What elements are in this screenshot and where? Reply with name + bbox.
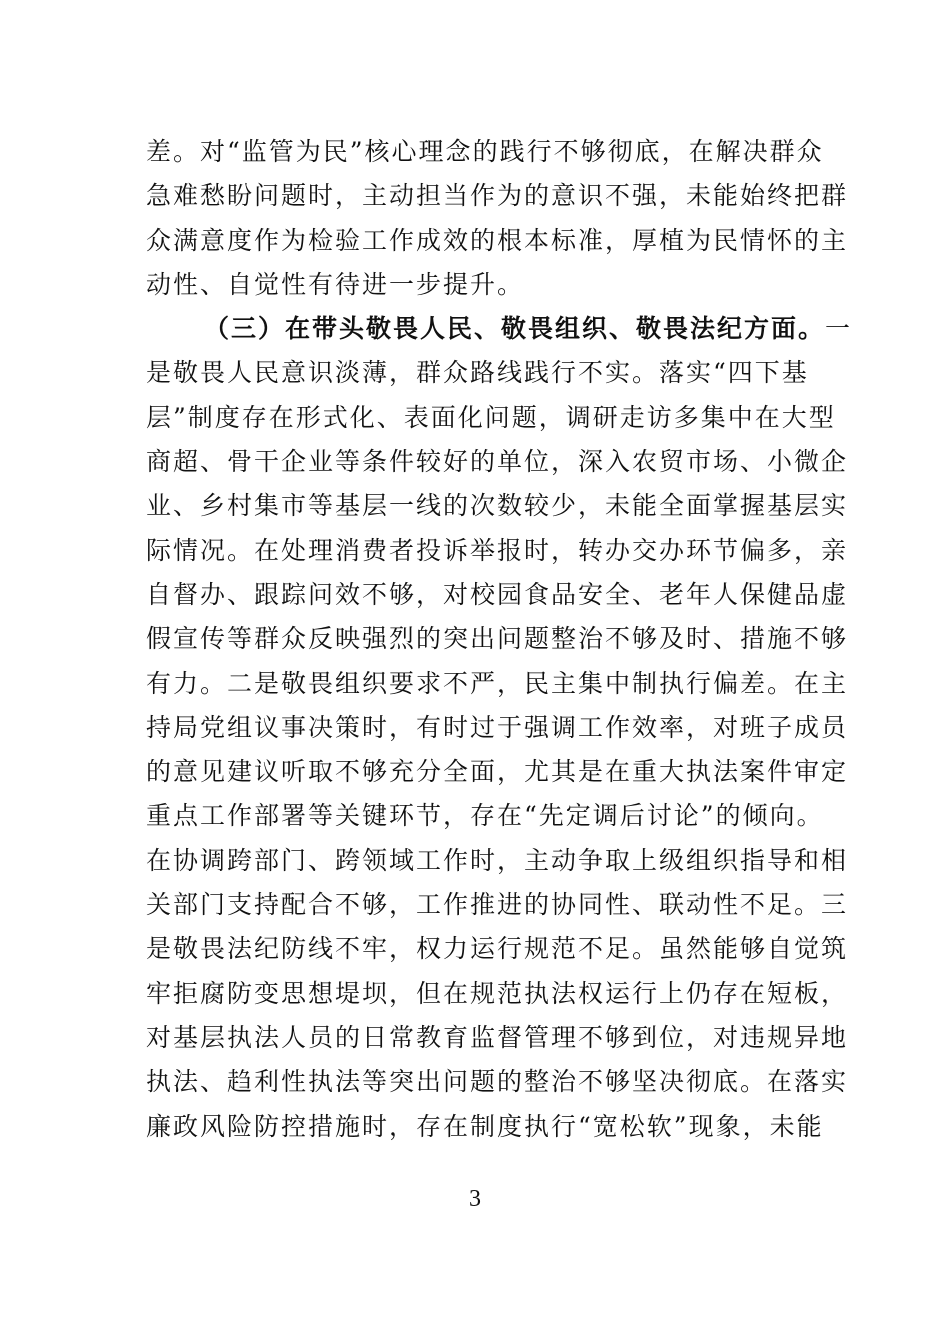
section-heading-line xyxy=(146,307,853,351)
text-line: 业、乡村集市等基层一线的次数较少，未能全面掌握基层实 xyxy=(146,491,849,521)
text-line: 持局党组议事决策时，有时过于强调工作效率，对班子成员 xyxy=(146,712,849,742)
text-line: 众满意度作为检验工作成效的根本标准，厚植为民情怀的主 xyxy=(146,225,849,255)
text-line: 对基层执法人员的日常教育监督管理不够到位，对违规异地 xyxy=(146,1022,849,1052)
text-line: 假宣传等群众反映强烈的突出问题整治不够及时、措施不够 xyxy=(146,624,849,654)
text-line: 差。对“监管为民”核心理念的践行不够彻底，在解决群众 xyxy=(146,137,824,166)
text-line: 层”制度存在形式化、表面化问题，调研走访多集中在大型 xyxy=(146,402,836,432)
text-line: 急难愁盼问题时，主动担当作为的意识不强，未能始终把群 xyxy=(146,181,849,211)
text-line: 牢拒腐防变思想堤坝，但在规范执法权运行上仍存在短板， xyxy=(146,978,849,1008)
text-line: 是敬畏人民意识淡薄，群众路线践行不实。落实“四下基 xyxy=(146,358,809,388)
text-line: 关部门支持配合不够，工作推进的协同性、联动性不足。三 xyxy=(146,890,849,920)
text-line: 廉政风险防控措施时，存在制度执行“宽松软”现象，未能 xyxy=(146,1111,824,1141)
text-line: 自督办、跟踪问效不够，对校园食品安全、老年人保健品虚 xyxy=(146,579,849,609)
text-line: 动性、自觉性有待进一步提升。 xyxy=(146,269,525,299)
section-heading: （三）在带头敬畏人民、敬畏组织、敬畏法纪方面。 xyxy=(204,314,826,344)
text-line: 重点工作部署等关键环节，存在“先定调后讨论”的倾向。 xyxy=(146,801,824,831)
text-line: 在协调跨部门、跨领域工作时，主动争取上级组织指导和相 xyxy=(146,845,849,875)
page-number: 3 xyxy=(469,1186,481,1212)
text-line: 商超、骨干企业等条件较好的单位，深入农贸市场、小微企 xyxy=(146,447,849,477)
text-line: 的意见建议听取不够充分全面，尤其是在重大执法案件审定 xyxy=(146,757,849,787)
text-line: 有力。二是敬畏组织要求不严，民主集中制执行偏差。在主 xyxy=(146,668,849,698)
text-line: 是敬畏法纪防线不牢，权力运行规范不足。虽然能够自觉筑 xyxy=(146,934,849,964)
text-line: 际情况。在处理消费者投诉举报时，转办交办环节偏多，亲 xyxy=(146,535,849,565)
body-text xyxy=(146,130,853,1149)
text-line: 执法、趋利性执法等突出问题的整治不够坚决彻底。在落实 xyxy=(146,1067,849,1097)
heading-line-continuation: 一 xyxy=(825,314,853,344)
